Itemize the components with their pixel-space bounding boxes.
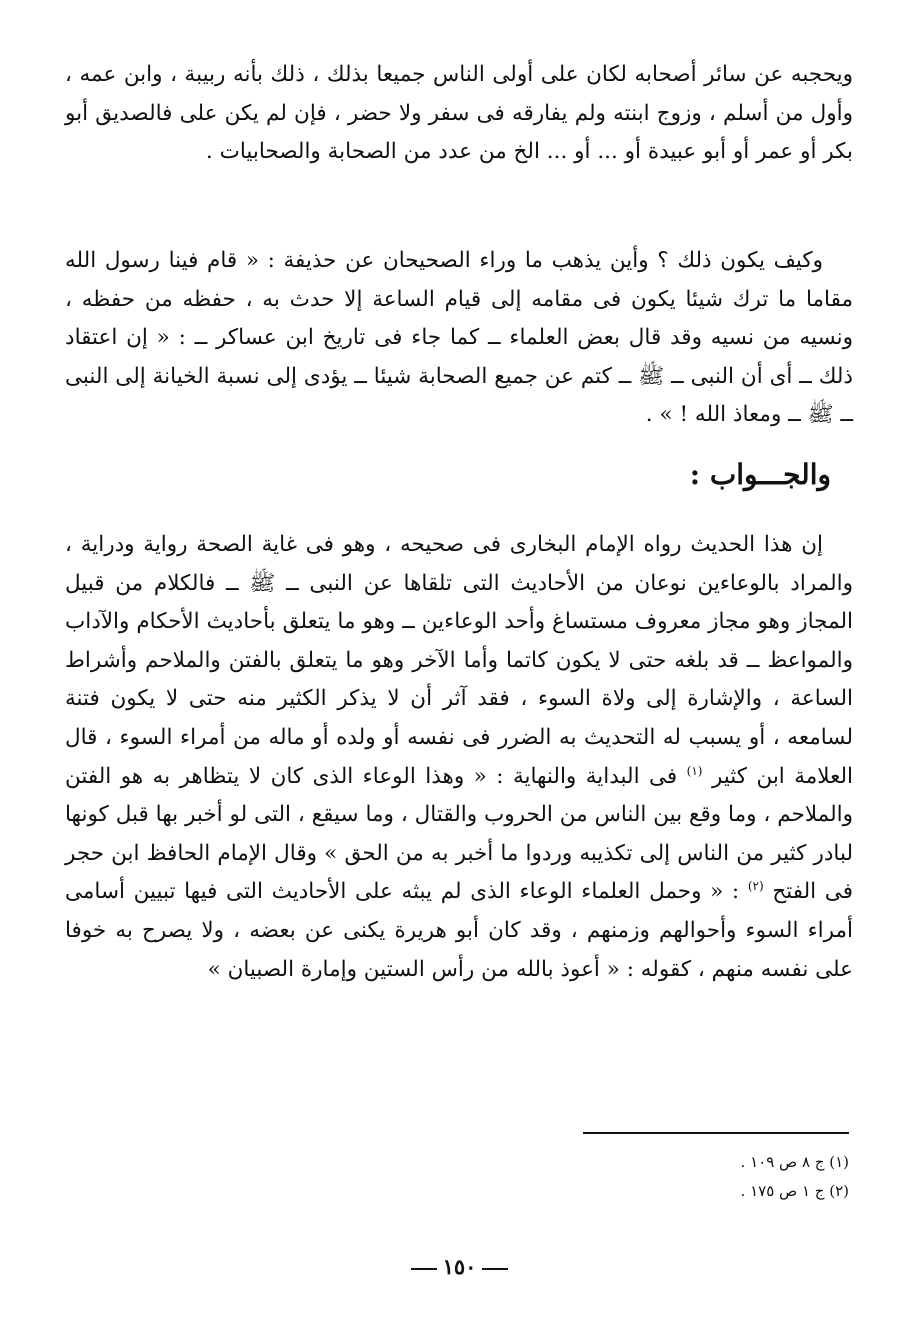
page-number-dash — [482, 1268, 508, 1270]
footnote-ref-2: (٢) — [747, 879, 764, 894]
page-number-value: ١٥٠ — [442, 1254, 477, 1279]
paragraph-3-text-b: فى البداية والنهاية : « وهذا الوعاء الذى كان لا يتظاهر به هو الفتن والملاحم ، وما وقع بين الناس من الحروب والقتال ، وما سيقع ، التى لو أخبر بها قبل كونها لبادر كثير من الناس إلى تكذيبه وردوا ما أخبر به من الحق » وقال الإمام الحافظ ابن حجر فى الفتح — [65, 763, 854, 905]
footnote-separator — [583, 1132, 849, 1134]
paragraph-2 — [65, 242, 853, 435]
paragraph-3 — [65, 526, 853, 989]
paragraph-1: ويحجبه عن سائر أصحابه لكان على أولى الناس جميعا بذلك ، ذلك بأنه ربيبة ، وابن عمه ، وأول من أسلم ، وزوج ابنته ولم يفارقه فى سفر ولا حضر ، فإن لم يكن على فالصديق أبو بكر أو عمر أو أبو عبيدة أو ... أو ... الخ من عدد من الصحابة والصحابيات . — [65, 62, 853, 165]
page-number-dash — [411, 1268, 437, 1270]
footnote-ref-1: (١) — [686, 763, 703, 778]
page-number — [0, 1254, 919, 1279]
paragraph-3-text-a: إن هذا الحديث رواه الإمام البخارى فى صحيحه ، وهو فى غاية الصحة رواية ودراية ، والمراد بالوعاءين نوعان من الأحاديث التى تلقاها عن النبى ــ ﷺ ــ فالكلام من قبيل المجاز وهو مجاز معروف مستساغ وأحد الوعاءين ــ وهو ما يتعلق بأحاديث الأحكام والآداب والمواعظ ــ قد بلغه حتى لا يكون كاتما وأما الآخر وهو ما يتعلق بالفتن والملاحم وأشراط الساعة ، والإشارة إلى ولاة السوء ، فقد آثر أن لا يذكر الكثير منه حتى لا يكون فتنة لسامعه ، أو يسبب له التحديث به الضرر فى نفسه أو ولده أو ماله من أمراء السوء ، قال العلامة ابن كثير — [65, 532, 853, 789]
paragraph-3-text-c: : « وحمل العلماء الوعاء الذى لم يبثه على الأحاديث التى فيها تبيين أسامى أمراء السوء وأحوالهم وزمنهم ، وقد كان أبو هريرة يكنى عن بعضه ، ولا يصرح به خوفا على نفسه منهم ، كقوله : « أعوذ بالله من رأس الستين وإمارة الصبيان » — [65, 879, 853, 982]
footnotes-list — [449, 1148, 849, 1206]
paragraph-2-text: وكيف يكون ذلك ؟ وأين يذهب ما وراء الصحيحان عن حذيفة : « قام فينا رسول الله مقاما ما ترك شيئا يكون فى مقامه إلى قيام الساعة إلا حدث به ، حفظه من حفظه ، ونسيه من نسيه وقد قال بعض العلماء ــ كما جاء فى تاريخ ابن عساكر ــ : « إن اعتقاد ذلك ــ أى أن النبى ــ ﷺ ــ كتم عن جميع الصحابة شيئا ــ يؤدى إلى نسبة الخيانة إلى النبى ــ ﷺ ــ ومعاذ الله ! » . — [65, 248, 853, 428]
footnote-2: (٢) ج ١ ص ١٧٥ . — [740, 1182, 849, 1200]
footnote-1: (١) ج ٨ ص ١٠٩ . — [740, 1153, 849, 1171]
section-heading: والجـــواب : — [689, 458, 831, 491]
